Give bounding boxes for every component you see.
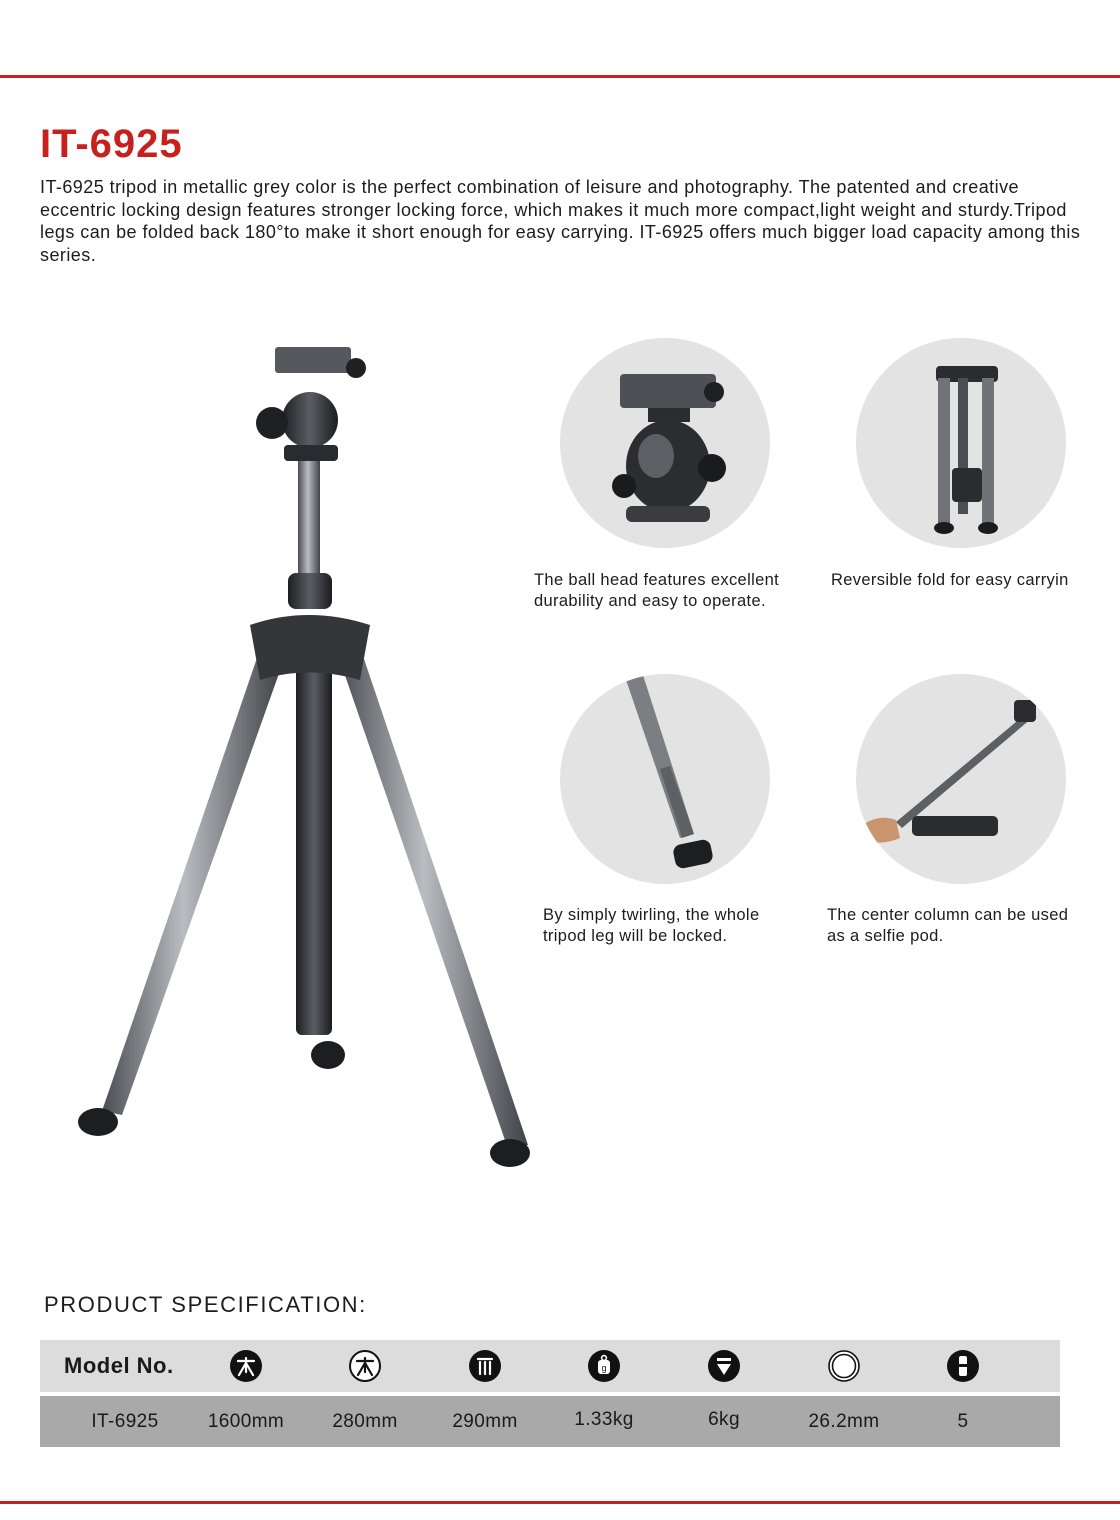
caption-line: The ball head features excellent — [534, 571, 780, 589]
spec-leg-sections: 5 — [957, 1411, 969, 1432]
spec-folded-length: 290mm — [452, 1411, 518, 1432]
max-height-icon — [230, 1350, 262, 1382]
spec-load-capacity: 6kg — [708, 1409, 740, 1430]
spec-value-row — [40, 1396, 1060, 1447]
load-capacity-icon — [708, 1350, 740, 1382]
product-description: IT-6925 tripod in metallic grey color is the perfect combination of leisure and photography. The patented and creative eccentric locking design features stronger locking force, which makes it much more compact,light weight and sturdy.Tripod legs can be folded back 180°to make it short enough for easy carrying. IT-6925 offers much bigger load capacity among this series. — [40, 177, 1081, 265]
top-divider — [0, 75, 1120, 78]
svg-text:g: g — [601, 1363, 607, 1373]
spec-model: IT-6925 — [91, 1411, 159, 1432]
spec-tube-diameter: 26.2mm — [808, 1411, 880, 1432]
caption-line: By simply twirling, the whole — [543, 906, 760, 924]
spec-heading: PRODUCT SPECIFICATION: — [44, 1292, 367, 1317]
caption-line: as a selfie pod. — [827, 926, 944, 945]
folded-length-icon — [469, 1350, 501, 1382]
feature-caption-fold — [831, 570, 1069, 591]
spec-header-row — [40, 1340, 1060, 1392]
folded-tripod-photo — [856, 338, 1066, 548]
spec-min-height: 280mm — [332, 1411, 398, 1432]
feature-caption-leg-lock — [543, 905, 759, 946]
min-height-icon — [349, 1350, 381, 1382]
caption-line: Reversible fold for easy carryin — [831, 571, 1069, 589]
feature-caption-selfie — [827, 905, 1068, 946]
leg-lock-photo — [560, 674, 770, 884]
tripod-photo — [60, 335, 560, 1180]
spec-max-height: 1600mm — [207, 1411, 285, 1432]
spec-header-label: Model No. — [64, 1353, 174, 1378]
ball-head-photo — [560, 338, 770, 548]
caption-line: The center column can be used — [827, 906, 1069, 924]
selfie-pod-photo — [856, 674, 1066, 884]
weight-icon — [588, 1350, 620, 1382]
caption-line: durability and easy to operate. — [534, 591, 766, 610]
leg-sections-icon — [947, 1350, 979, 1382]
caption-line: tripod leg will be locked. — [543, 926, 728, 945]
product-title: IT-6925 — [40, 122, 183, 166]
tube-diameter-icon — [828, 1350, 860, 1382]
spec-weight: 1.33kg — [574, 1409, 634, 1430]
feature-caption-ball-head — [534, 570, 779, 611]
bottom-divider — [0, 1501, 1120, 1504]
